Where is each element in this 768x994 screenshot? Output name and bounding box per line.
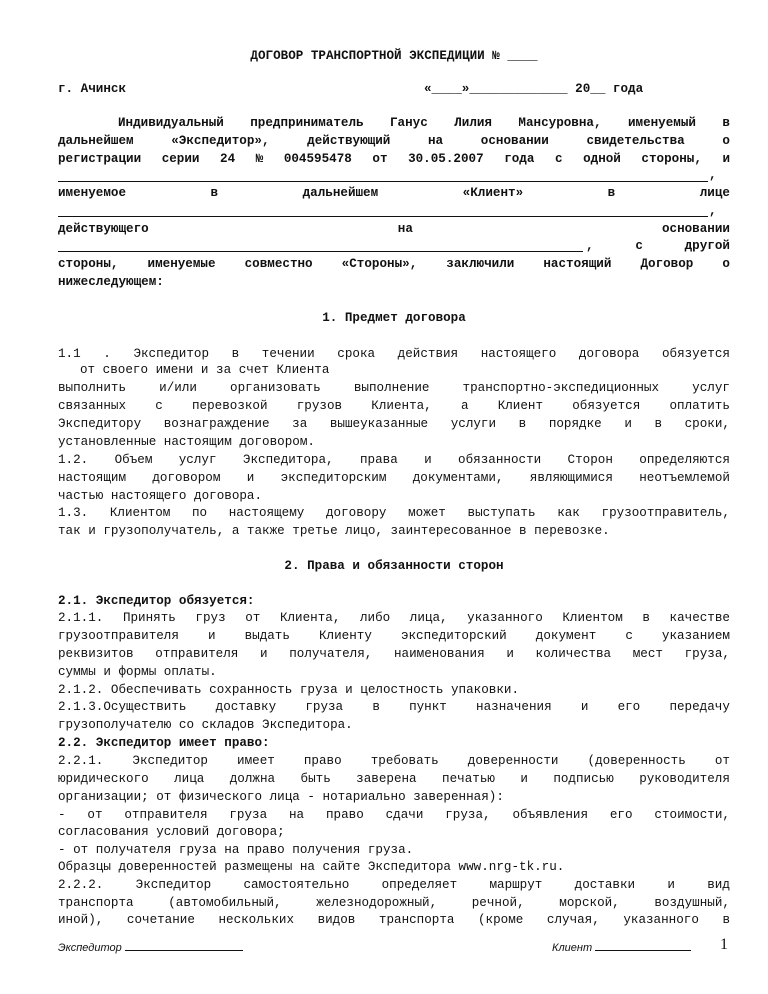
clause-line	[58, 380, 730, 396]
word: Индивидуальный	[118, 116, 224, 130]
footer-client-label: Клиент	[552, 942, 593, 954]
clause-line	[58, 398, 730, 414]
signature-line	[595, 940, 691, 951]
clause-line	[58, 646, 730, 662]
word: выдать	[244, 629, 290, 643]
word: одной	[583, 152, 621, 166]
word: и	[722, 152, 730, 166]
word: указанием	[661, 629, 730, 643]
word: Принять	[122, 611, 176, 625]
clause-line: согласования условий договора;	[58, 825, 285, 839]
word: экспедиторский	[400, 629, 507, 643]
word: являющимися	[529, 471, 613, 485]
clause-line	[58, 699, 730, 715]
word: от	[372, 152, 388, 166]
word: с	[625, 629, 633, 643]
word: как	[557, 506, 580, 520]
word: требовать	[370, 754, 439, 768]
word: качестве	[669, 611, 730, 625]
word: доверенности	[467, 754, 559, 768]
word: Объем	[114, 453, 153, 467]
word: именуемые	[147, 257, 216, 271]
word: о	[722, 257, 730, 271]
word: настоящему	[228, 506, 305, 520]
word: реквизитов	[58, 647, 134, 661]
word: года	[504, 152, 535, 166]
word: 30.05.2007	[408, 152, 484, 166]
subsection-heading: 2.1. Экспедитор обязуется:	[58, 594, 255, 608]
word: Лилия	[454, 116, 492, 130]
word: «Экспедитор»,	[171, 134, 270, 148]
word: другой	[684, 239, 730, 253]
word: пункт	[409, 700, 447, 714]
contract-date: «____»_____________ 20__ года	[424, 82, 644, 96]
word: услуг	[692, 381, 730, 395]
word: должна	[229, 772, 276, 786]
word: юридического	[58, 772, 149, 786]
word: железнодорожный,	[316, 896, 438, 910]
word: Экспедитор	[132, 754, 208, 768]
word: именуемый	[627, 116, 696, 130]
subsection-heading: 2.2. Экспедитор имеет право:	[58, 736, 270, 750]
word: с	[635, 239, 643, 253]
word: по	[191, 506, 208, 520]
word: морской,	[559, 896, 620, 910]
word: 24	[220, 152, 236, 166]
client-name-blank	[58, 181, 708, 182]
word: груза,	[684, 647, 730, 661]
word: вид	[707, 878, 730, 892]
word: на	[397, 222, 413, 236]
word: Клиента,	[371, 399, 432, 413]
word: документами,	[412, 471, 504, 485]
word: руководителя	[639, 772, 730, 786]
word: может	[408, 506, 446, 520]
word: либо	[359, 611, 391, 625]
word: самостоятельно	[243, 878, 350, 892]
word: стороны,	[641, 152, 702, 166]
preamble-line	[58, 185, 730, 201]
word: видов	[317, 913, 356, 927]
clause-line	[58, 895, 730, 911]
clause-line: организации; от физического лица - нотариально заверенная):	[58, 790, 504, 804]
word: 2.1.3.Осуществить	[58, 700, 187, 714]
word: сроки,	[684, 417, 730, 431]
word: совместно	[244, 257, 313, 271]
word: доставки	[574, 878, 636, 892]
word: иной),	[58, 913, 104, 927]
page-number: 1	[720, 936, 728, 953]
preamble-line	[58, 256, 730, 272]
clause-line	[58, 753, 730, 769]
preamble-line	[58, 151, 730, 167]
word: право	[325, 808, 364, 822]
word: 1.2.	[58, 453, 89, 467]
word: транспорта	[58, 896, 134, 910]
word: (доверенность	[587, 754, 686, 768]
word: в	[372, 700, 380, 714]
word: обязуется	[661, 347, 730, 361]
section-heading: 1. Предмет договора	[322, 311, 466, 325]
word: неотъемлемой	[639, 471, 730, 485]
punctuation: ,	[709, 204, 717, 218]
word: в	[231, 347, 240, 361]
word: и	[667, 878, 675, 892]
word: мест	[632, 647, 663, 661]
word: регистрации	[58, 152, 142, 166]
word: дальнейшем	[302, 186, 379, 200]
word: объявления	[512, 808, 589, 822]
word: доставку	[215, 700, 277, 714]
word: ,	[586, 239, 594, 253]
preamble-line: нижеследующем:	[58, 275, 164, 289]
clause-line: установленные настоящим договором.	[58, 435, 315, 449]
punctuation: ,	[709, 168, 717, 182]
clause-line	[58, 771, 730, 787]
word: груза,	[445, 808, 491, 822]
word: №	[255, 152, 264, 166]
word: Клиент	[497, 399, 544, 413]
word: именуемое	[58, 186, 127, 200]
word: сочетание	[126, 913, 195, 927]
word: быть	[300, 772, 331, 786]
word: «Клиент»	[462, 186, 524, 200]
word: и	[246, 471, 255, 485]
word: и	[580, 700, 589, 714]
representative-blank	[58, 216, 708, 217]
word: настоящий	[543, 257, 612, 271]
word: выполнение	[353, 381, 430, 395]
word: воздушный,	[654, 896, 730, 910]
word: от	[245, 611, 261, 625]
word: в	[210, 186, 219, 200]
word: обязанности	[458, 453, 542, 467]
word: Экспедитору	[58, 417, 142, 431]
word: количества	[535, 647, 612, 661]
basis-blank	[58, 251, 583, 252]
word: основании	[480, 134, 549, 148]
word: лице	[699, 186, 730, 200]
word: 2.1.1.	[58, 611, 104, 625]
word: и	[424, 453, 432, 467]
word: действия	[397, 347, 459, 361]
word: передачу	[669, 700, 730, 714]
word: стоимости,	[654, 808, 730, 822]
word: в	[654, 417, 663, 431]
word: груза	[229, 808, 268, 822]
clause-line: 2.1.2. Обеспечивать сохранность груза и целостность упаковки.	[58, 683, 520, 697]
preamble-line	[586, 238, 730, 254]
word: заключили	[446, 257, 515, 271]
word: с	[155, 399, 163, 413]
word: (кроме	[478, 913, 524, 927]
word: нескольких	[218, 913, 295, 927]
word: договором	[152, 471, 221, 485]
clause-line	[58, 505, 730, 521]
section-heading: 2. Права и обязанности сторон	[284, 559, 504, 573]
word: в	[518, 417, 527, 431]
word: «Стороны»,	[341, 257, 418, 271]
clause-line: грузополучателю со складов Экспедитора.	[58, 718, 353, 732]
clause-line: суммы и формы оплаты.	[58, 665, 217, 679]
word: указанного	[623, 913, 699, 927]
word: Сторон	[567, 453, 613, 467]
word: на	[427, 134, 444, 148]
word: случая,	[546, 913, 600, 927]
word: и	[207, 629, 216, 643]
word: определяются	[639, 453, 730, 467]
clause-line	[58, 610, 730, 626]
word: грузоотправитель,	[601, 506, 730, 520]
city: г. Ачинск	[58, 82, 127, 96]
clause-line: так и грузополучатель, а также третье лицо, заинтересованное в перевозке.	[58, 524, 610, 538]
clause-line	[58, 912, 730, 928]
word: Ганус	[390, 116, 428, 130]
word: заверена	[356, 772, 417, 786]
word: транспортно-экспедиционных	[462, 381, 660, 395]
word: Клиентом	[562, 611, 623, 625]
word: груза	[305, 700, 344, 714]
word: лица,	[409, 611, 448, 625]
word: назначения	[476, 700, 552, 714]
word: маршрут	[489, 878, 543, 892]
word: имеет	[237, 754, 275, 768]
clause-line	[58, 807, 730, 823]
word: порядке	[548, 417, 602, 431]
word: 1.1	[58, 347, 81, 361]
word: серии	[161, 152, 200, 166]
word: Клиента,	[279, 611, 341, 625]
word: лица	[174, 772, 205, 786]
word: (автомобильный,	[168, 896, 282, 910]
word: определяет	[381, 878, 458, 892]
word: Мансуровна,	[518, 116, 602, 130]
word: 2.2.2.	[58, 878, 104, 892]
word: вознаграждение	[163, 417, 270, 431]
word: экспедиторским	[280, 471, 387, 485]
word: стороны,	[58, 257, 119, 271]
word: отправителя	[155, 647, 239, 661]
word: течении	[261, 347, 315, 361]
word: от	[87, 808, 103, 822]
word: договора	[578, 347, 640, 361]
footer-forwarder-signature	[58, 940, 243, 954]
clause-line	[58, 628, 730, 644]
clause-line	[58, 452, 730, 468]
word: обязуется	[572, 399, 641, 413]
preamble-line	[58, 221, 730, 237]
word: в	[607, 186, 616, 200]
word: сдачи	[385, 808, 424, 822]
word: услуг	[178, 453, 217, 467]
word: Экспедитор	[135, 878, 212, 892]
word: вышеуказанные	[329, 417, 429, 431]
word: предприниматель	[250, 116, 364, 130]
preamble-line	[118, 115, 730, 131]
word: грузов	[296, 399, 343, 413]
word: права	[359, 453, 398, 467]
clause-line	[58, 416, 730, 432]
word: и	[506, 647, 514, 661]
word: получателя,	[289, 647, 373, 661]
word: грузоотправителя	[58, 629, 179, 643]
clause-line: частью настоящего договора.	[58, 489, 263, 503]
word: Экспедитор	[133, 347, 210, 361]
word: печатью	[442, 772, 495, 786]
word: его	[609, 808, 633, 822]
clause-line: Образцы доверенностей размещены на сайте Экспедитора www.nrg-tk.ru.	[58, 860, 565, 874]
word: срока	[337, 347, 376, 361]
clause-line	[58, 346, 730, 362]
word: в	[722, 116, 730, 130]
word: в	[642, 611, 650, 625]
word: подписью	[553, 772, 614, 786]
word: Клиенту	[318, 629, 372, 643]
preamble-line	[58, 133, 730, 149]
document-title: ДОГОВОР ТРАНСПОРТНОЙ ЭКСПЕДИЦИИ № ____	[250, 49, 538, 63]
word: перевозкой	[191, 399, 268, 413]
word: и	[260, 647, 268, 661]
word: свидетельства	[586, 134, 685, 148]
word: действующего	[58, 222, 149, 236]
word: договору	[325, 506, 387, 520]
word: наименования	[393, 647, 485, 661]
word: и	[520, 772, 528, 786]
word: и/или	[159, 381, 197, 395]
clause-line	[58, 470, 730, 486]
word: от	[714, 754, 730, 768]
word: дальнейшем	[58, 134, 134, 148]
word: право	[303, 754, 342, 768]
word: 004595478	[283, 152, 352, 166]
word: оплатить	[669, 399, 730, 413]
word: речной,	[471, 896, 525, 910]
word: его	[617, 700, 641, 714]
word: Клиентом	[109, 506, 171, 520]
word: организовать	[230, 381, 321, 395]
word: 1.3.	[58, 506, 89, 520]
word: указанного	[467, 611, 543, 625]
word: услуги	[450, 417, 497, 431]
word: .	[103, 347, 111, 361]
word: связанных	[58, 399, 127, 413]
word: в	[722, 913, 730, 927]
signature-line	[125, 940, 243, 951]
word: с	[554, 152, 563, 166]
word: основании	[661, 222, 730, 236]
city-line	[58, 81, 730, 97]
clause-line	[58, 877, 730, 893]
word: действующий	[307, 134, 391, 148]
word: а	[460, 399, 469, 413]
word: отправителя	[124, 808, 208, 822]
word: -	[58, 808, 66, 822]
footer-forwarder-label: Экспедитор	[58, 942, 122, 954]
footer-client-signature	[552, 940, 691, 954]
word: выступать	[467, 506, 536, 520]
word: о	[722, 134, 730, 148]
clause-line: от своего имени и за счет Клиента	[80, 363, 330, 377]
word: за	[292, 417, 308, 431]
word: документ	[535, 629, 597, 643]
word: Экспедитора,	[242, 453, 334, 467]
word: на	[289, 808, 305, 822]
clause-line: - от получателя груза на право получения груза.	[58, 843, 414, 857]
word: 2.2.1.	[58, 754, 104, 768]
word: выполнить	[58, 381, 127, 395]
word: настоящего	[480, 347, 557, 361]
word: груз	[195, 611, 226, 625]
word: и	[624, 417, 632, 431]
word: настоящим	[58, 471, 127, 485]
word: транспорта	[378, 913, 455, 927]
word: Договор	[640, 257, 694, 271]
